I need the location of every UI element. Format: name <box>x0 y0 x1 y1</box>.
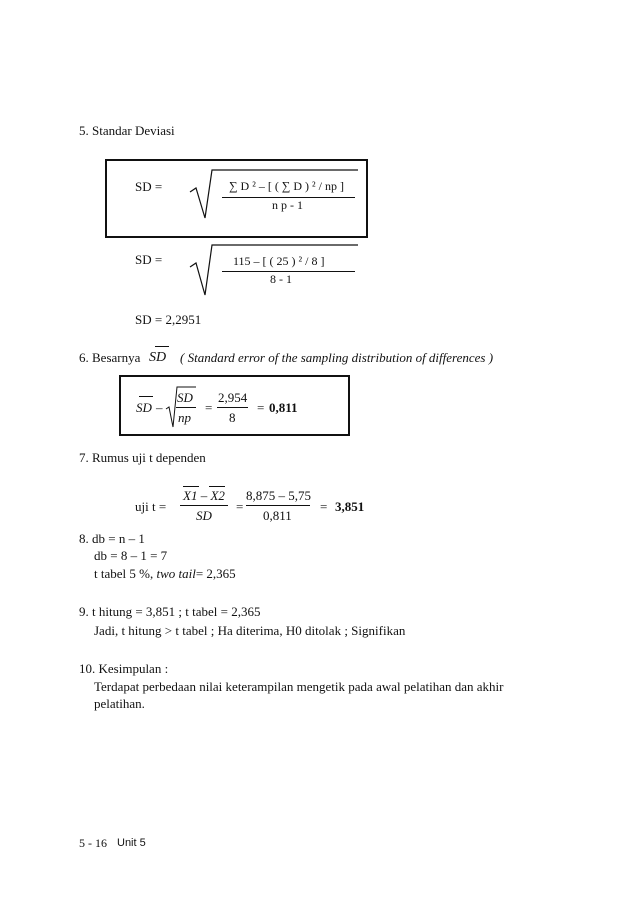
sd-calc-numerator: 115 – [ ( 25 ) ² / 8 ] <box>233 254 325 268</box>
t-test-value-denominator: 0,811 <box>263 508 292 523</box>
section-6-heading: 6. Besarnya <box>79 350 141 365</box>
se-equals: = <box>257 400 265 415</box>
sd-bar-symbol: SD <box>149 350 167 365</box>
t-test-lhs: uji t = <box>135 499 167 514</box>
overline <box>209 486 225 487</box>
two-tail-label: two tail <box>156 566 196 581</box>
page-number: 5 - 16 <box>79 836 107 850</box>
se-result: 0,811 <box>269 400 298 415</box>
section-7-heading: 7. Rumus uji t dependen <box>79 450 206 465</box>
t-table-value: = 2,365 <box>195 566 236 581</box>
t-test-equals: = <box>236 499 244 514</box>
conclusion-line-2: pelatihan. <box>94 696 145 711</box>
se-value-denominator: 8 <box>229 410 236 425</box>
t-compare-line: 9. t hitung = 3,851 ; t tabel = 2,365 <box>79 604 261 619</box>
t-test-value-numerator: 8,875 – 5,75 <box>246 488 311 503</box>
se-frac-denominator: np <box>178 410 191 425</box>
sd-formula-lhs: SD = <box>135 179 163 194</box>
se-minus: – <box>156 400 163 415</box>
se-value-numerator: 2,954 <box>218 390 248 405</box>
overline <box>155 346 169 347</box>
fraction-bar <box>217 407 248 408</box>
formula-box-standard-error <box>119 375 350 436</box>
unit-label: Unit 5 <box>117 837 146 849</box>
t-table-line <box>94 567 236 580</box>
section-10-heading: 10. Kesimpulan : <box>79 661 169 676</box>
sd-formula-denominator: n p - 1 <box>272 198 303 212</box>
se-frac-numerator: SD <box>177 390 193 405</box>
section-6-description: ( Standard error of the sampling distribution of differences ) <box>180 350 494 365</box>
sd-calc-denominator: 8 - 1 <box>270 272 292 286</box>
overline <box>198 506 212 507</box>
fraction-bar <box>246 505 310 506</box>
t-test-denominator: SD <box>196 508 212 523</box>
decision-line: Jadi, t hitung > t tabel ; Ha diterima, H0 ditolak ; Signifikan <box>94 623 406 638</box>
se-equals: = <box>205 400 213 415</box>
t-test-result: 3,851 <box>335 499 365 514</box>
db-line-2: db = 8 – 1 = 7 <box>94 548 168 563</box>
db-line-1: 8. db = n – 1 <box>79 531 145 546</box>
overline <box>139 396 153 397</box>
sd-formula-numerator: ∑ D ² – [ ( ∑ D ) ² / np ] <box>229 179 344 193</box>
t-test-numerator: X1 – X2 <box>183 488 225 503</box>
overline <box>183 486 199 487</box>
fraction-bar <box>176 407 196 408</box>
t-test-equals: = <box>320 499 328 514</box>
conclusion-line-1: Terdapat perbedaan nilai keterampilan mengetik pada awal pelatihan dan akhir <box>94 679 504 694</box>
sd-calc-lhs: SD = <box>135 252 163 267</box>
t-table-label: t tabel 5 %, <box>94 566 154 581</box>
sd-result: SD = 2,2951 <box>135 312 202 327</box>
section-5-heading: 5. Standar Deviasi <box>79 123 175 138</box>
radical-sign-1 <box>190 168 360 224</box>
se-lhs-symbol: SD <box>136 400 152 415</box>
